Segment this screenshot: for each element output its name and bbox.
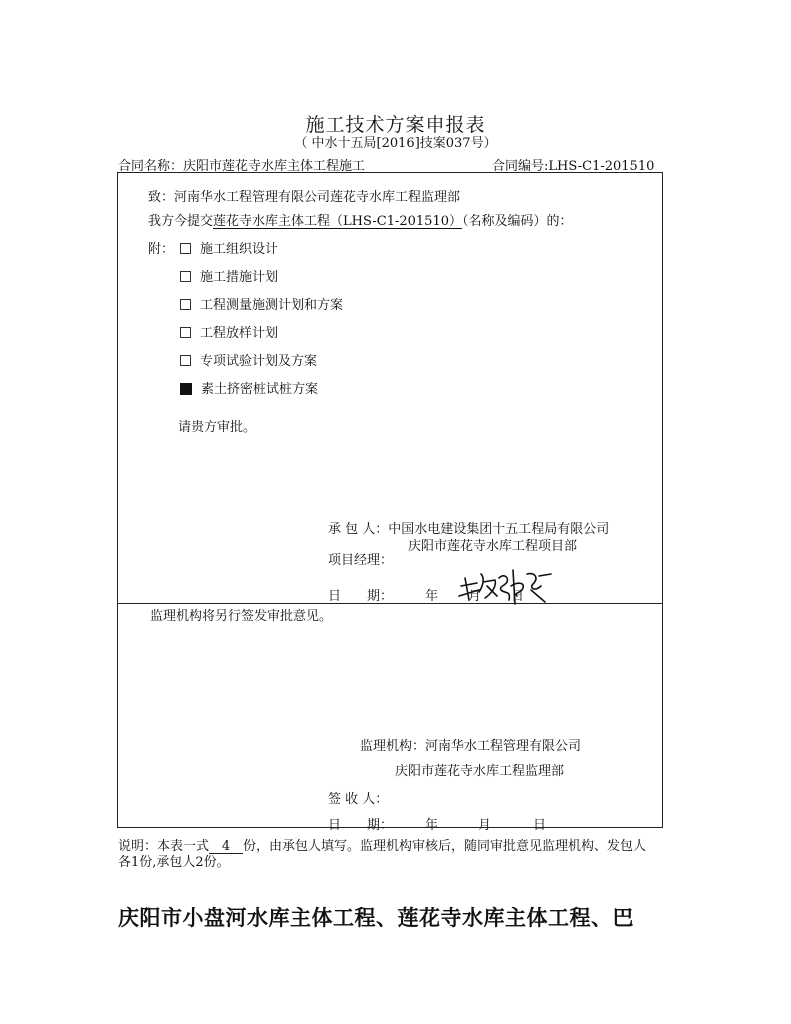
checkbox-icon[interactable] [180,299,191,310]
submission-suffix: （名称及编码）的： [462,214,573,229]
attachment-label: 专项试验计划及方案 [200,354,318,369]
section-headline: 庆阳市小盘河水库主体工程、莲花寺水库主体工程、巴 [118,906,634,930]
supervision-org-line [360,735,581,754]
submission-line [148,210,573,229]
attachment-item [180,238,278,257]
supervision-department: 庆阳市莲花寺水库工程监理部 [395,764,565,779]
note-suffix: 份，由承包人填写。监理机构审核后，随同审批意见监理机构、发包人 [243,839,647,854]
form-title: 施工技术方案申报表 [305,114,486,136]
contractor-date-year: 年 [425,589,439,604]
attachments-label: 附： [148,242,175,257]
submission-prefix: 我方今提交 [148,214,214,229]
contractor-label: 承 包 人： [328,522,389,537]
checkbox-icon[interactable] [180,327,191,338]
attachment-label: 工程测量施测计划和方案 [200,298,344,313]
contract-number: 合同编号:LHS-C1-201510 [492,159,655,174]
contractor-date-day: 日 [511,589,525,604]
checked-checkbox-icon[interactable] [180,383,192,395]
attachment-label: 工程放样计划 [200,326,279,341]
supervision-date-day: 日 [533,818,547,833]
attachment-item [180,266,278,285]
attachment-label: 施工措施计划 [200,270,279,285]
supervision-date-month: 月 [478,818,492,833]
checkbox-icon[interactable] [180,243,191,254]
submission-item: 莲花寺水库主体工程（LHS-C1-201510） [213,214,462,229]
note-line-2: 各1份,承包人2份。 [118,855,230,870]
supervision-date-label: 日 期： [328,818,394,833]
contractor-name: 中国水电建设集团十五工程局有限公司 [388,522,610,537]
addressee-line: 致：河南华水工程管理有限公司莲花寺水库工程监理部 [148,190,461,205]
contractor-date-label: 日 期： [328,589,394,604]
attachment-item [180,294,343,313]
supervision-date-year: 年 [425,818,439,833]
approval-request: 请贵方审批。 [178,420,257,435]
checkbox-icon[interactable] [180,355,191,366]
handwritten-signature [455,556,555,608]
attachment-label: 施工组织设计 [200,242,279,257]
attachment-item [180,322,278,341]
supervision-org-name: 河南华水工程管理有限公司 [425,739,582,754]
copies-count: 4 [209,840,243,854]
attachment-item [180,350,317,369]
checkbox-icon[interactable] [180,271,191,282]
contractor-date-month: 月 [468,589,482,604]
note-prefix: 说明：本表一式 [118,839,210,854]
attachment-item [180,378,318,397]
contract-name: 合同名称：庆阳市莲花寺水库主体工程施工 [118,159,366,174]
supervision-opinion: 监理机构将另行签发审批意见。 [150,609,333,624]
attachment-label: 素土挤密桩试桩方案 [201,382,319,397]
supervision-org-label: 监理机构： [360,739,426,754]
project-manager-label: 项目经理： [328,553,394,568]
contractor-department: 庆阳市莲花寺水库工程项目部 [408,539,578,554]
form-number: （ 中水十五局[2016]技案037号） [294,136,497,151]
receiver-label: 签 收 人： [328,792,389,807]
